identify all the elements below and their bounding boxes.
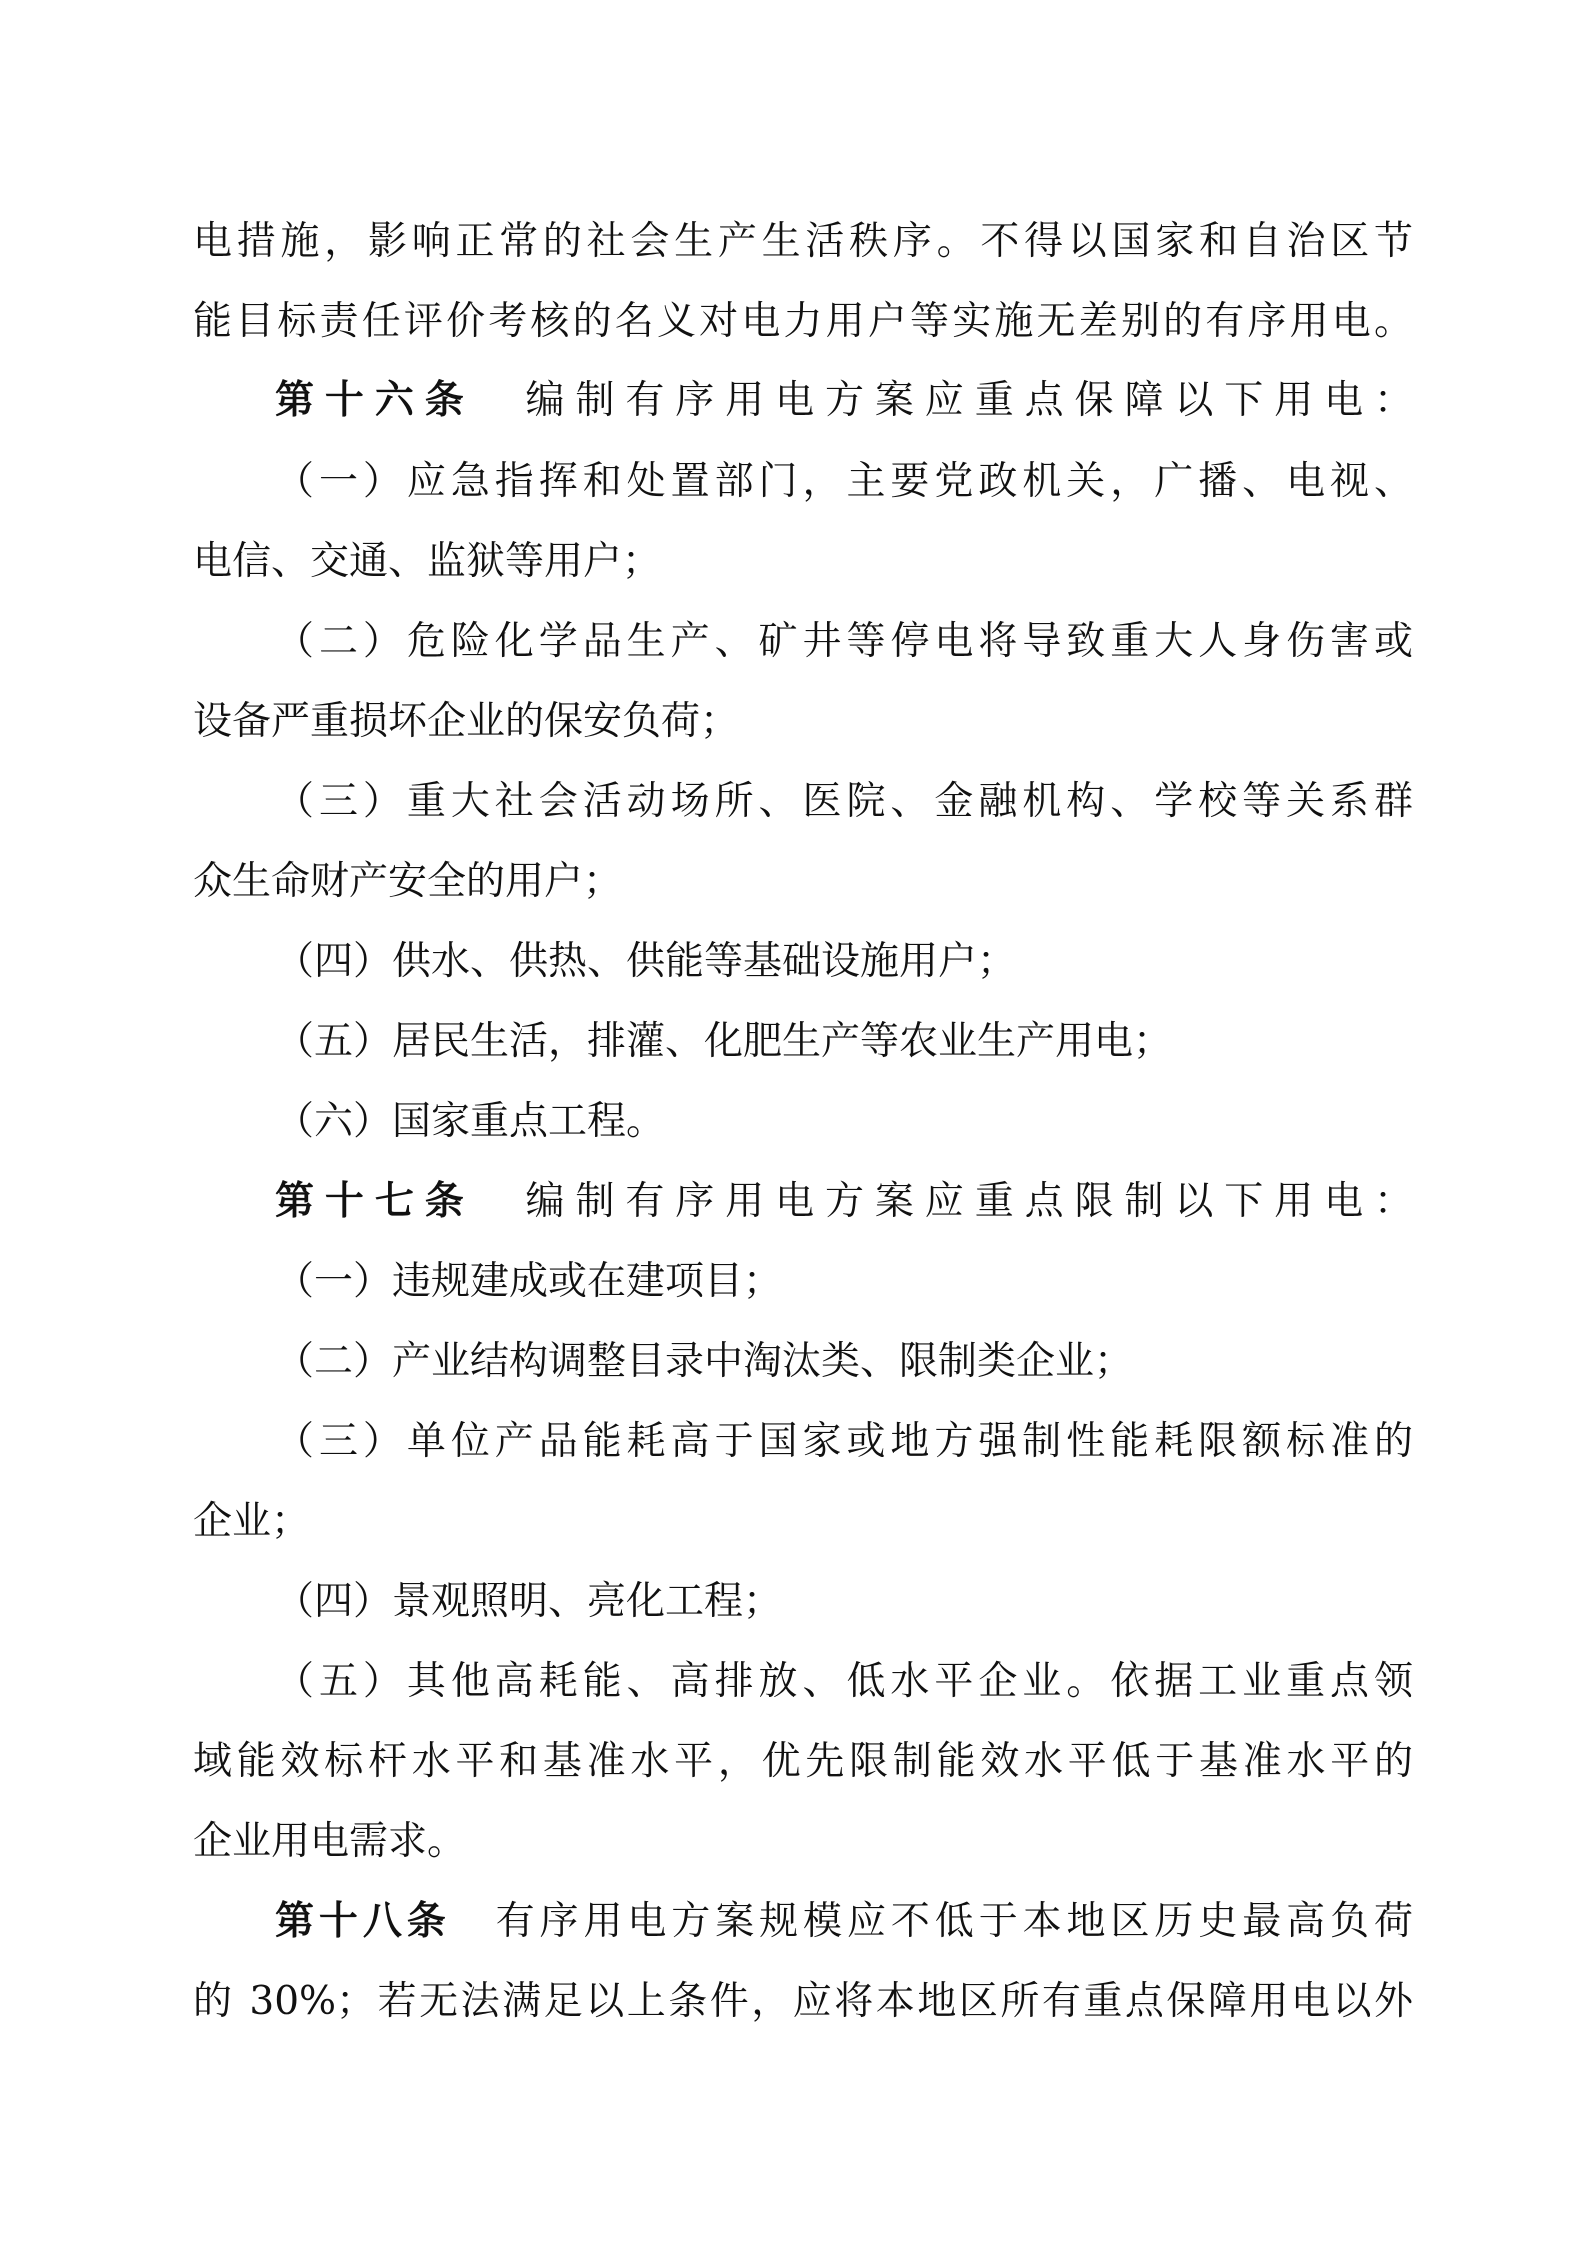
article-text: 有序用电方案规模应不低于本地区历史最高负荷 [490, 1899, 1413, 1944]
list-item: （一）应急指挥和处置部门，主要党政机关，广播、电视、 [275, 459, 1413, 504]
text-line: 电信、交通、监狱等用户； [193, 539, 662, 584]
list-item: （五）居民生活，排灌、化肥生产等农业生产用电； [275, 1019, 1173, 1064]
article-label: 第十八条 [275, 1899, 451, 1944]
text-line: 域能效标杆水平和基准水平，优先限制能效水平低于基准水平的 [193, 1739, 1413, 1784]
list-item: （五）其他高耗能、高排放、低水平企业。依据工业重点领 [275, 1659, 1413, 1704]
list-item: （六）国家重点工程。 [275, 1099, 666, 1144]
list-item: （二）产业结构调整目录中淘汰类、限制类企业； [275, 1339, 1134, 1384]
list-item: （一）违规建成或在建项目； [275, 1259, 783, 1304]
article-text: 编制有序用电方案应重点保障以下用电： [514, 378, 1413, 423]
text-line: 设备严重损坏企业的保安负荷； [193, 699, 740, 744]
list-item: （四）供水、供热、供能等基础设施用户； [275, 939, 1017, 984]
article-label: 第十六条 [275, 378, 475, 423]
article-17-heading [275, 1162, 1413, 1242]
text-line: 众生命财产安全的用户； [193, 859, 623, 904]
text-line: 电措施，影响正常的社会生产生活秩序。不得以国家和自治区节 [193, 219, 1413, 264]
text-line: 能目标责任评价考核的名义对电力用户等实施无差别的有序用电。 [193, 299, 1413, 344]
list-item: （三）单位产品能耗高于国家或地方强制性能耗限额标准的 [275, 1419, 1413, 1464]
article-16-heading [275, 361, 1413, 441]
article-text: 编制有序用电方案应重点限制以下用电： [514, 1179, 1413, 1224]
text-line: 企业用电需求。 [193, 1819, 467, 1864]
list-item: （四）景观照明、亮化工程； [275, 1579, 783, 1624]
text-line: 的 30%；若无法满足以上条件，应将本地区所有重点保障用电以外 [193, 1979, 1413, 2024]
article-label: 第十七条 [275, 1179, 475, 1224]
article-18-heading [275, 1882, 1413, 1962]
list-item: （二）危险化学品生产、矿井等停电将导致重大人身伤害或 [275, 619, 1413, 664]
text-line: 企业； [193, 1499, 311, 1544]
list-item: （三）重大社会活动场所、医院、金融机构、学校等关系群 [275, 779, 1413, 824]
